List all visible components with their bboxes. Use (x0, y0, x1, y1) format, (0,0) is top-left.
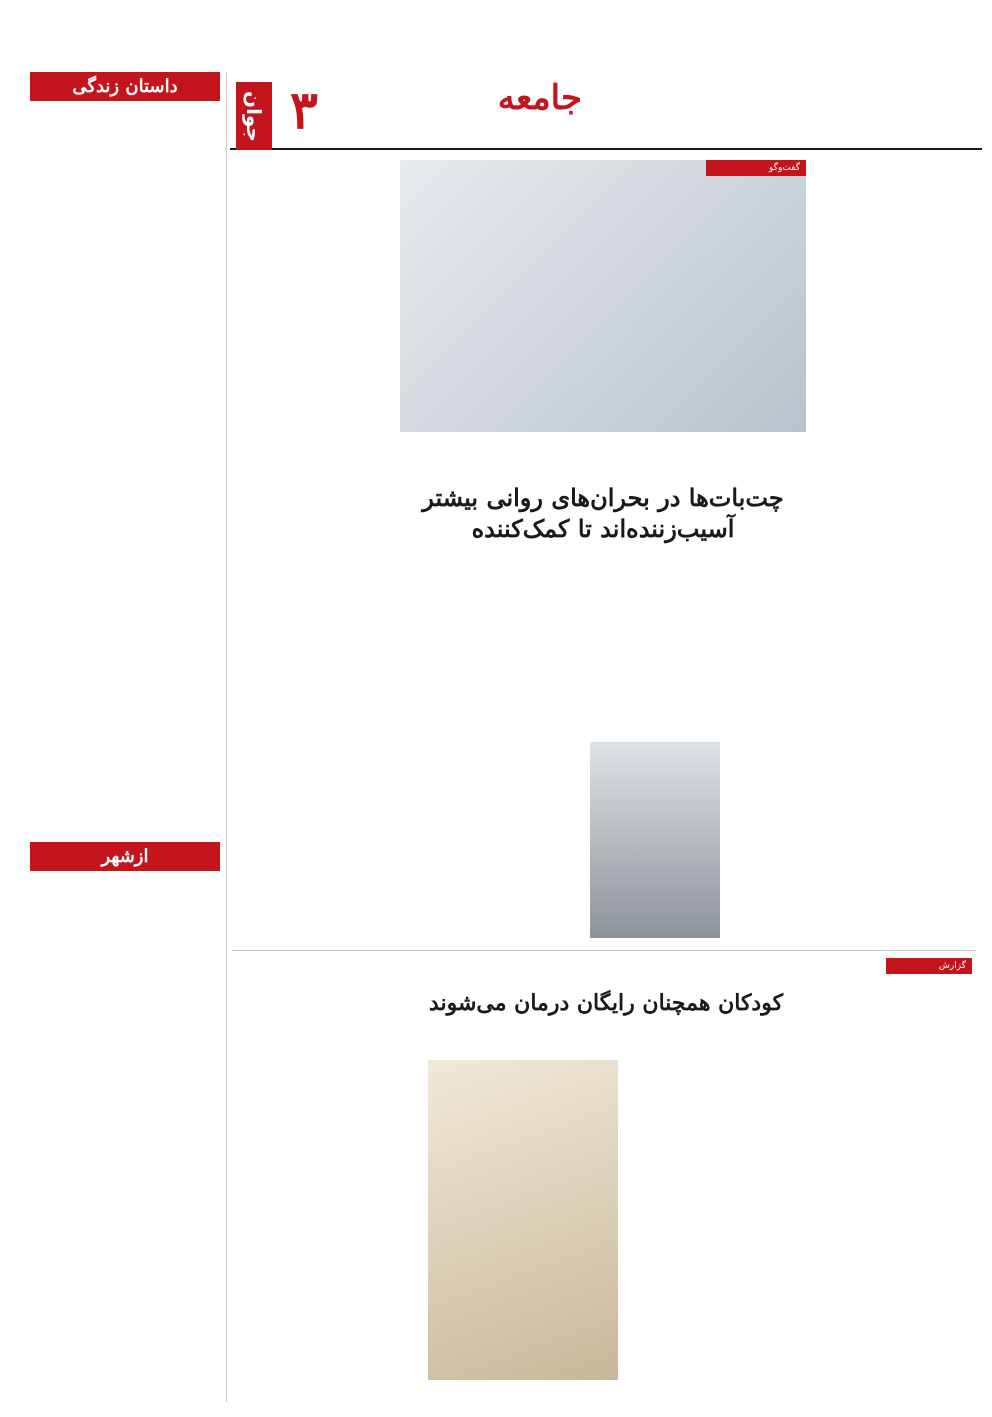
sidebar-author (30, 101, 220, 109)
hero-image (400, 160, 806, 432)
article-photo (428, 1060, 618, 1380)
divider (226, 72, 227, 1402)
divider (232, 950, 976, 951)
sidebar-heading: داستان زندگی (30, 72, 220, 101)
interviewee-photo (590, 742, 720, 938)
section-title: جامعه (497, 78, 582, 118)
article-tag: گفت‌وگو (706, 160, 806, 176)
article-headline: چت‌بات‌ها در بحران‌های روانی بیشتر آسیب‌زننده‌اند تا کمک‌کننده (422, 483, 784, 544)
newspaper-logo: جوان (236, 82, 272, 150)
sidebar-body (30, 117, 220, 121)
sidebar-body (30, 879, 220, 883)
page-number: ۳ (290, 80, 318, 141)
sidebar-heading: ازشهر (30, 842, 220, 871)
sidebar-story-top (30, 72, 220, 121)
article-tag: گزارش (886, 958, 972, 974)
sidebar-story-bottom (30, 842, 220, 883)
sidebar-title (30, 871, 220, 879)
sidebar-title (30, 109, 220, 117)
article-headline: کودکان همچنان رایگان درمان می‌شوند (428, 990, 784, 1016)
left-sidebar (30, 72, 220, 1377)
masthead (230, 72, 982, 150)
